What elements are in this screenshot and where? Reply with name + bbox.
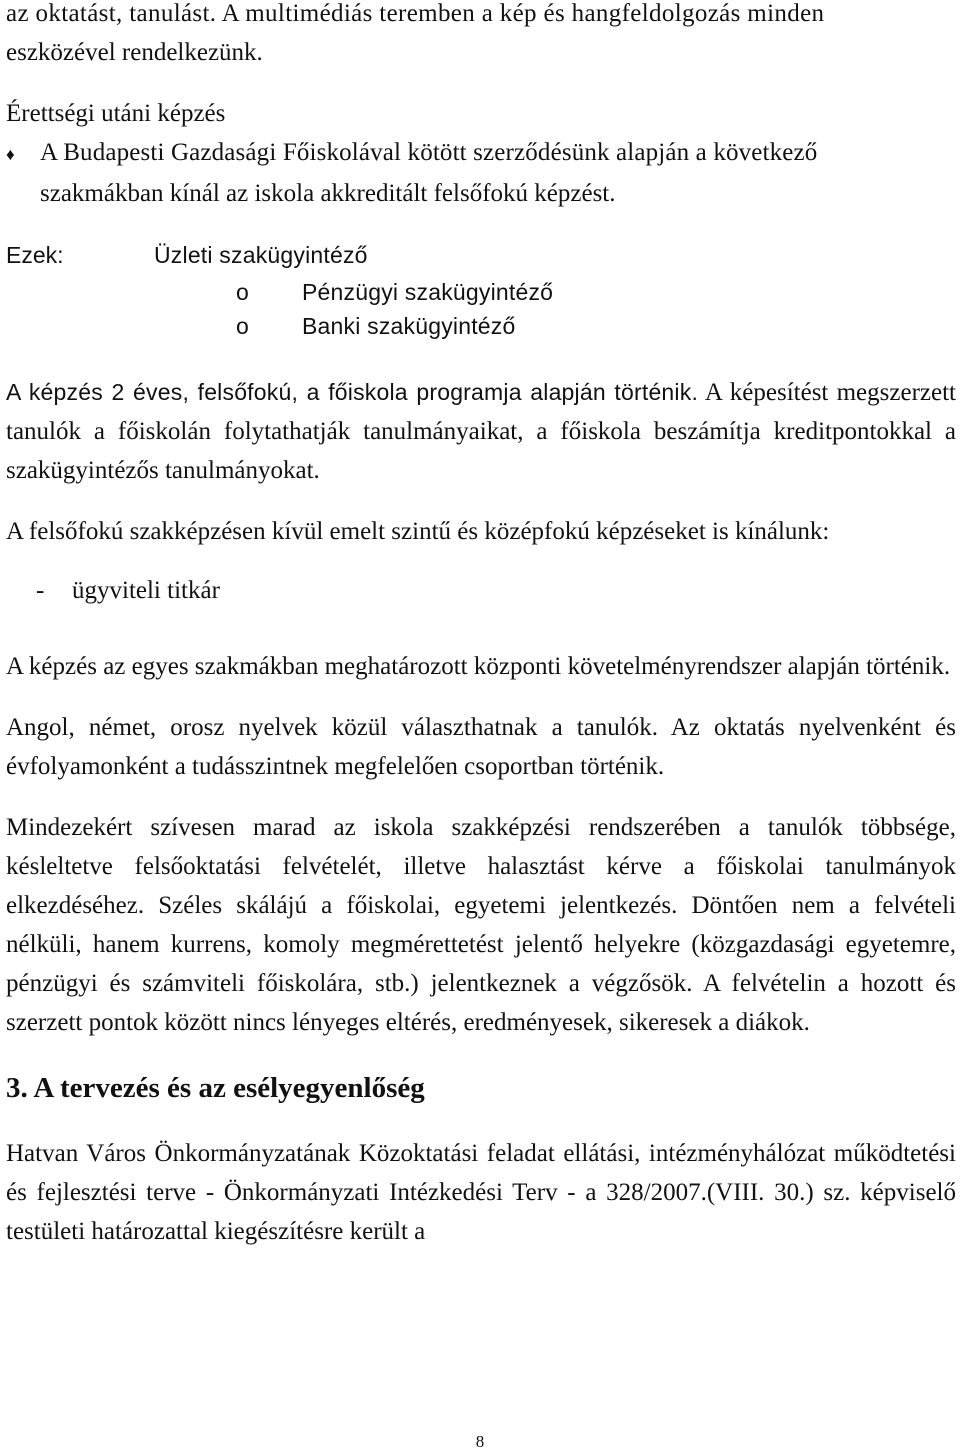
dash-item-label: ügyviteli titkár — [72, 577, 220, 604]
bullet-line-1: A Budapesti Gazdasági Főiskolával kötött szerződésünk alapján a következő — [40, 139, 818, 166]
bullet-line-2: szakmákban kínál az iskola akkreditált felsőfokú képzést. — [40, 180, 616, 207]
languages-paragraph: Angol, német, orosz nyelvek közül választhatnak a tanulók. Az oktatás nyelvenként és évfolyamonként a tudásszintnek megfelelően csoportban történik. — [6, 714, 956, 780]
sub-list-item — [6, 309, 956, 343]
sub-item-label: Banki szakügyintéző — [302, 313, 516, 339]
intro-line-2: eszközével rendelkezünk. — [6, 39, 263, 66]
circle-bullet-icon: o — [236, 313, 249, 339]
ezek-row — [6, 236, 956, 275]
training-rest: A képesítést megszerzett tanulók a főiskolán folytathatják tanulmányaikat, a főiskola beszámítja kreditpontokkal a szakügyintézős tanulmányokat. — [6, 379, 956, 484]
bullet-paragraph — [6, 133, 956, 174]
sub-item-label: Pénzügyi szakügyintéző — [302, 279, 554, 305]
dash-list-item — [6, 571, 956, 610]
post-secondary-heading: Érettségi utáni képzés — [6, 100, 226, 127]
ezek-main-item: Üzleti szakügyintéző — [154, 242, 368, 268]
requirements-paragraph: A képzés az egyes szakmákban meghatározott központi követelményrendszer alapján történik. — [6, 653, 951, 680]
sub-list-item — [6, 275, 956, 309]
popularity-paragraph: Mindezekért szívesen marad az iskola szakképzési rendszerében a tanulók többsége, késleltetve felsőoktatási felvételét, illetve halasztást kérve a főiskolai tanulmányok elkezdéséhez. Széles skálájú a főiskolai, egyetemi jelentkezés. Döntően nem a felvételi nélküli, hanem kurrens, komoly megmérettetést jelentő helyekre (közgazdasági egyetemre, pénzügyi és számviteli főiskolára, stb.) jelentkeznek a végzősök. A felvételin a hozott és szerzett pontok között nincs lényeges eltérés, eredményesek, sikeresek a diákok. — [6, 814, 956, 1036]
training-paragraph — [6, 373, 956, 490]
circle-bullet-icon: o — [236, 279, 249, 305]
section-heading: 3. A tervezés és az esélyegyenlőség — [6, 1072, 425, 1104]
page-number: 8 — [475, 1432, 485, 1451]
beyond-paragraph: A felsőfokú szakképzésen kívül emelt szintű és középfokú képzéseket is kínálunk: — [6, 518, 830, 545]
training-sentence-sans: A képzés 2 éves, felsőfokú, a főiskola programja alapján történik. — [6, 379, 699, 405]
intro-line-1: az oktatást, tanulást. A multimédiás teremben a kép és hangfeldolgozás minden — [6, 0, 825, 27]
plan-paragraph: Hatvan Város Önkormányzatának Közoktatási feladat ellátási, intézményhálózat működtetési és fejlesztési terve - Önkormányzati Intézkedési Terv - a 328/2007.(VIII. 30.) sz. képviselő testületi határozattal kiegészítésre került a — [6, 1140, 956, 1245]
ezek-label: Ezek: — [6, 242, 64, 268]
diamond-bullet-icon: ♦ — [6, 145, 15, 164]
document-page — [6, 0, 956, 1251]
dash-marker: - — [36, 577, 45, 604]
